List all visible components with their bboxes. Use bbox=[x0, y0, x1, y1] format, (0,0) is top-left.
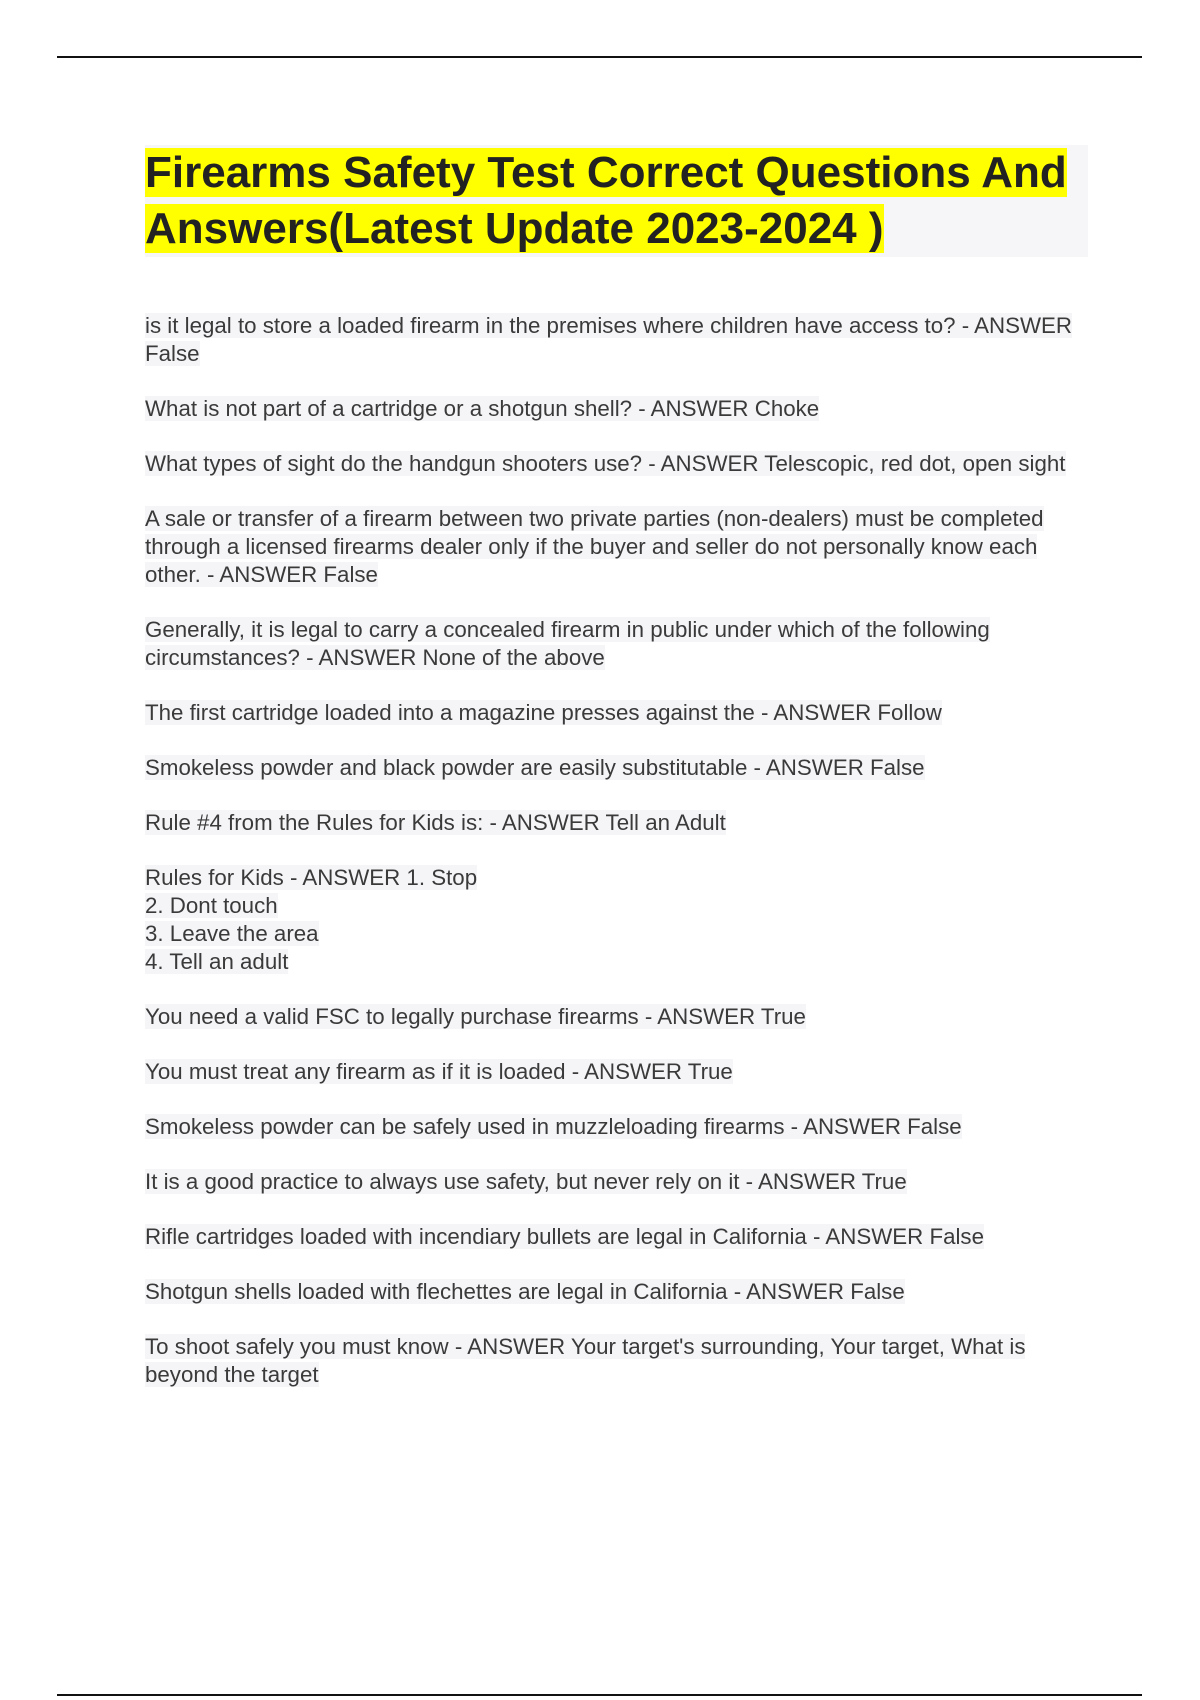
qa-item: To shoot safely you must know - ANSWER Your target's surrounding, Your target, What is beyond the target bbox=[145, 1334, 1026, 1387]
bottom-rule bbox=[57, 1694, 1142, 1696]
qa-item: Shotgun shells loaded with flechettes are legal in California - ANSWER False bbox=[145, 1279, 905, 1304]
qa-list bbox=[145, 312, 1095, 1416]
qa-item: Generally, it is legal to carry a concealed firearm in public under which of the following circumstances? - ANSWER None of the above bbox=[145, 617, 990, 670]
qa-item: Rifle cartridges loaded with incendiary bullets are legal in California - ANSWER False bbox=[145, 1224, 984, 1249]
qa-item: is it legal to store a loaded firearm in the premises where children have access to? - ANSWER False bbox=[145, 313, 1072, 366]
qa-item: What types of sight do the handgun shooters use? - ANSWER Telescopic, red dot, open sight bbox=[145, 451, 1066, 476]
qa-item: You need a valid FSC to legally purchase firearms - ANSWER True bbox=[145, 1004, 806, 1029]
qa-item: Rule #4 from the Rules for Kids is: - ANSWER Tell an Adult bbox=[145, 810, 726, 835]
qa-item: Smokeless powder and black powder are easily substitutable - ANSWER False bbox=[145, 755, 925, 780]
qa-item: Smokeless powder can be safely used in muzzleloading firearms - ANSWER False bbox=[145, 1114, 962, 1139]
qa-item: The first cartridge loaded into a magazine presses against the - ANSWER Follow bbox=[145, 700, 942, 725]
qa-item: It is a good practice to always use safety, but never rely on it - ANSWER True bbox=[145, 1169, 907, 1194]
page-title: Firearms Safety Test Correct Questions And Answers(Latest Update 2023-2024 ) bbox=[145, 148, 1067, 253]
top-rule bbox=[57, 56, 1142, 58]
qa-item: You must treat any firearm as if it is loaded - ANSWER True bbox=[145, 1059, 733, 1084]
qa-item: A sale or transfer of a firearm between two private parties (non-dealers) must be completed through a licensed firearms dealer only if the buyer and seller do not personally know each other. - ANSWER False bbox=[145, 506, 1044, 587]
qa-item: Rules for Kids - ANSWER 1. Stop 2. Dont touch 3. Leave the area 4. Tell an adult bbox=[145, 865, 478, 974]
qa-item: What is not part of a cartridge or a shotgun shell? - ANSWER Choke bbox=[145, 396, 820, 421]
